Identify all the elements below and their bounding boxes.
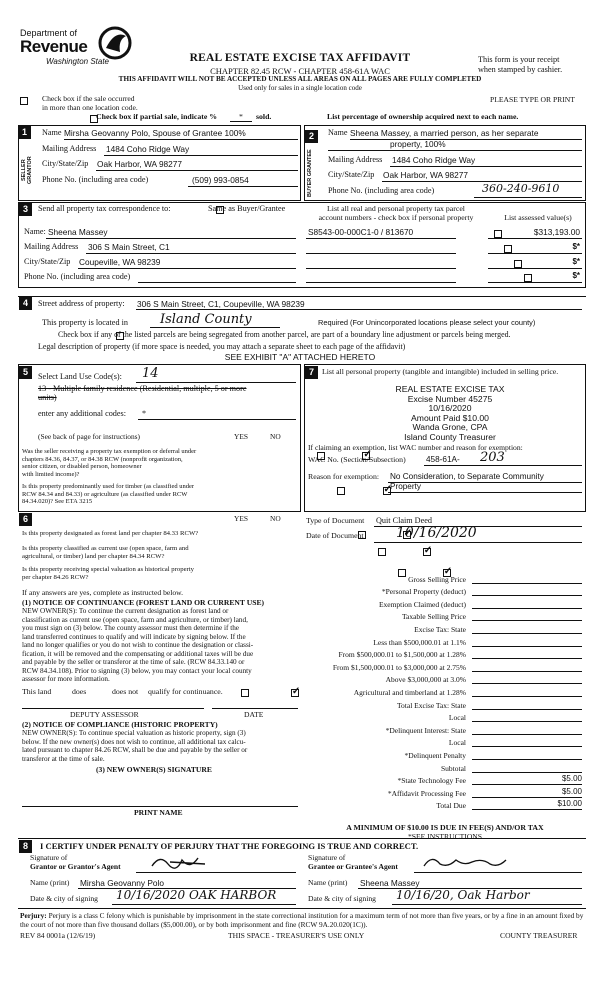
calc-row: [300, 735, 584, 748]
excise-tax-stamp: [360, 385, 540, 443]
seller-city-label: City/State/Zip: [42, 159, 89, 168]
grantee-date-city[interactable]: 10/16/20, Oak Harbor: [396, 888, 530, 902]
please-type-label: PLEASE TYPE OR PRINT: [490, 95, 575, 104]
seller-exemption-question: Was the seller receiving a property tax exemption or deferral under chapters 84.36, 84.37, or 84.38 RCW (nonprofit organization, senior citizen, or disabled person, homeowner with limited income)?: [22, 448, 197, 478]
calc-row: [300, 798, 584, 811]
corr-phone-label: Phone No. (including area code): [24, 272, 131, 281]
deputy-date-label: DATE: [244, 710, 264, 719]
seller-name-label: Name: [42, 128, 62, 137]
notice-continuance-line: NEW OWNER(S): To continue the current designation as forest land or: [22, 607, 229, 615]
buyer-name-line1[interactable]: Sheena Massey, a married person, as her separate: [350, 128, 539, 138]
buyer-phone[interactable]: 360-240-9610: [482, 182, 560, 195]
form-number: REV 84 0001a (12/6/19): [20, 931, 96, 940]
calc-label: Gross Selling Price: [408, 574, 466, 584]
calc-value[interactable]: [472, 661, 582, 672]
sec5-no-header: NO: [270, 432, 281, 441]
calc-label: From $500,000.01 to $1,500,000 at 1.28%: [338, 650, 466, 660]
grantor-name-label: Name (print): [30, 878, 70, 887]
land-use-struck-line1: 13 - Multiple family residence (Residential, multiple, 5 or more: [38, 384, 247, 393]
calc-row: [300, 773, 584, 786]
see-back-label: (See back of page for instructions): [38, 432, 140, 441]
perjury-statement: Perjury: Perjury is a class C felony which is punishable by imprisonment in the state correctional institution for a maximum term of not more than five years, or by a fine in an amount fixed by the court of not more than five thousand dollars ($5,000.00), or by both imprisonment and fine (RCW 9A.20.020(1C)).: [20, 911, 584, 930]
seller-phone-label: Phone No. (including area code): [42, 175, 149, 184]
partial-sale-percent[interactable]: *: [230, 112, 252, 122]
corr-city[interactable]: Coupeville, WA 98239: [79, 257, 161, 267]
stamp-line: Amount Paid $10.00: [411, 412, 489, 423]
notice-continuance-line: RCW 84.34.108). Prior to signing (3) below, you may contact your local county: [22, 666, 252, 675]
calc-row: [300, 697, 584, 710]
county-treasurer-label: COUNTY TREASURER: [500, 931, 578, 940]
buyer-address-label: Mailing Address: [328, 155, 383, 164]
calc-row: [300, 659, 584, 672]
calc-value[interactable]: $5.00: [472, 774, 582, 785]
buyer-phone-label: Phone No. (including area code): [328, 186, 435, 195]
land-use-struck-line2: units): [38, 393, 57, 402]
section-4-badge: 4: [19, 297, 32, 310]
located-in-label: This property is located in: [42, 318, 128, 327]
buyer-name-label: Name: [328, 128, 348, 137]
calc-label: Exemption Claimed (deduct): [378, 599, 466, 609]
notice-compliance-line: lated pursuant to chapter 84.26 RCW, shall be due and payable by the seller or: [22, 746, 248, 754]
stamp-line: Island County Treasurer: [404, 431, 496, 442]
calc-label: *State Technology Fee: [397, 776, 466, 786]
grantee-print-name[interactable]: Sheena Massey: [360, 878, 420, 888]
current-use-question: Is this property classified as current use (open space, farm and agricultural, or timber) land per chapter 84.34 RCW?: [22, 545, 189, 560]
revenue-logo-text: Revenue: [20, 37, 88, 56]
seller-city[interactable]: Oak Harbor, WA 98277: [97, 159, 183, 169]
calc-row: [300, 584, 584, 597]
parcel-number[interactable]: S8543-00-000C1-0 / 813670: [308, 227, 414, 237]
send-correspondence-label: Send all property tax correspondence to:: [38, 204, 171, 213]
dept-label: Department of: [20, 28, 78, 38]
sold-label: sold.: [256, 112, 272, 121]
legal-description-label: Legal description of property (if more space is needed, you may attach a separate sheet to each page of the affidavit): [38, 342, 406, 351]
calc-value[interactable]: [472, 686, 582, 697]
ownership-label: List percentage of ownership acquired next to each name.: [327, 112, 519, 121]
notice-compliance-line: transferor at the time of sale.: [22, 754, 105, 763]
calc-row: [300, 684, 584, 697]
document-type[interactable]: Quit Claim Deed: [376, 516, 432, 525]
current-use-no[interactable]: [423, 548, 431, 556]
deputy-assessor-label: DEPUTY ASSESSOR: [70, 710, 139, 719]
calc-value[interactable]: [472, 711, 582, 722]
doc-type-label: Type of Document: [306, 516, 365, 525]
notice-compliance-line: NEW OWNER(S): To continue special valuation as historic property, sign (3): [22, 729, 246, 737]
calc-value[interactable]: [472, 673, 582, 684]
calc-label: *Delinquent Penalty: [404, 750, 466, 760]
claiming-exemption-label: If claiming an exemption, list WAC number and reason for exemption:: [308, 443, 523, 452]
form-title: REAL ESTATE EXCISE TAX AFFIDAVIT: [189, 52, 411, 64]
sec6-no-header: NO: [270, 514, 281, 523]
seller-address[interactable]: 1484 Coho Ridge Way: [106, 144, 190, 154]
multi-location-checkbox[interactable]: [20, 97, 28, 105]
assessed-value-4[interactable]: $*: [572, 271, 580, 280]
calc-value[interactable]: [472, 598, 582, 609]
notice-compliance-text: [22, 729, 302, 763]
grantor-print-name[interactable]: Mirsha Geovanny Polo: [80, 878, 164, 888]
buyer-name-line2[interactable]: property, 100%: [390, 139, 446, 149]
grantor-date-city[interactable]: 10/16/2020 OAK HARBOR: [116, 888, 277, 902]
wac-label: WAC No. (Section/Subsection): [308, 455, 406, 464]
certify-label: I CERTIFY UNDER PENALTY OF PERJURY THAT THE FOREGOING IS TRUE AND CORRECT.: [40, 841, 419, 851]
corr-name-label: Name:: [24, 227, 46, 236]
corr-name[interactable]: Sheena Massey: [48, 227, 108, 237]
buyer-city[interactable]: Oak Harbor, WA 98277: [383, 170, 469, 180]
seller-address-label: Mailing Address: [42, 144, 97, 153]
calc-label: Subtotal: [440, 763, 466, 773]
state-label: Washington State: [46, 57, 110, 66]
grantor-signature-label-top: Signature of: [30, 853, 68, 862]
calc-row: [300, 747, 584, 760]
buyer-city-label: City/State/Zip: [328, 170, 375, 179]
assessed-header: List assessed value(s): [504, 213, 572, 222]
calc-value[interactable]: [472, 749, 582, 760]
same-as-buyer-label: Same as Buyer/Grantee: [208, 204, 286, 213]
notice-continuance-line: land no longer qualifies or you do not wish to continue the designation or classi-: [22, 641, 254, 649]
calc-label: Local: [448, 713, 466, 723]
assessed-value-3[interactable]: $*: [572, 257, 580, 266]
new-owner-signature-label: (3) NEW OWNER(S) SIGNATURE: [96, 765, 212, 774]
notice-continuance-text: [22, 607, 302, 684]
multi-location-label1: Check box if the sale occurred: [42, 94, 135, 103]
sec6-yes-header: YES: [234, 514, 248, 523]
calc-label: Agricultural and timberland at 1.28%: [353, 687, 466, 697]
grantor-date-label: Date & city of signing: [30, 894, 98, 903]
receipt-line2: when stamped by cashier.: [478, 65, 563, 74]
property-street-address[interactable]: 306 S Main Street, C1, Coupeville, WA 98239: [137, 299, 305, 309]
multi-location-label2: in more than one location code.: [42, 103, 138, 112]
calc-row: [300, 760, 584, 773]
calc-row: [300, 621, 584, 634]
corr-city-label: City/State/Zip: [24, 257, 71, 266]
notice-continuance-line: you must sign on (3) below. The county assessor must then determine if the: [22, 624, 239, 632]
calc-label: Total Excise Tax: State: [396, 700, 466, 710]
notice-continuance-line: land transferred continues to qualify and will indicate by signing below. If the: [22, 632, 246, 641]
calc-value[interactable]: $5.00: [472, 787, 582, 798]
calc-label: *Affidavit Processing Fee: [387, 788, 466, 798]
grantee-name-label: Name (print): [308, 878, 348, 887]
notice-continuance-line: and payable by the seller or transferor at the time of sale. (RCW 84.33.140 or: [22, 658, 245, 666]
document-date[interactable]: 10/16/2020: [396, 525, 477, 541]
qualify-label: qualify for continuance.: [148, 687, 223, 696]
doc-date-label: Date of Document: [306, 531, 364, 540]
this-land-label: This land: [22, 687, 52, 696]
land-use-code[interactable]: 14: [142, 366, 159, 381]
calc-value[interactable]: [472, 610, 582, 621]
calc-value[interactable]: $10.00: [472, 799, 582, 810]
county-value[interactable]: Island County: [160, 312, 252, 327]
calc-label: Local: [448, 738, 466, 748]
grantee-date-label: Date & city of signing: [308, 894, 376, 903]
calc-value[interactable]: [472, 585, 582, 596]
used-only-label: Used only for sales in a single location code: [238, 84, 362, 92]
section-1-badge: 1: [18, 126, 31, 139]
calc-label: Total Due: [436, 801, 466, 811]
calc-row: [300, 609, 584, 622]
personal-property-label: List all personal property (tangible and intangible) included in selling price.: [322, 367, 559, 376]
calc-value[interactable]: [472, 699, 582, 710]
calc-value[interactable]: [472, 736, 582, 747]
stamp-line: Wanda Grone, CPA: [412, 422, 488, 433]
grantee-signature-label-top: Signature of: [308, 853, 346, 862]
see-instructions-label: *SEE INSTRUCTIONS: [407, 832, 483, 841]
corr-address[interactable]: 306 S Main Street, C1: [88, 242, 170, 252]
section-5-badge: 5: [19, 366, 32, 379]
seller-name[interactable]: Mirsha Geovanny Polo, Spouse of Grantee 100%: [64, 128, 246, 138]
land-use-label: Select Land Use Code(s):: [38, 372, 122, 381]
forest-land-question: Is this property designated as forest land per chapter 84.33 RCW?: [22, 530, 199, 537]
exemption-reason-line1[interactable]: No Consideration, to Separate Community: [390, 472, 544, 481]
calc-row: [300, 672, 584, 685]
current-use-yes[interactable]: [378, 548, 386, 556]
chapter-label: CHAPTER 82.45 RCW - CHAPTER 458-61A WAC: [210, 66, 390, 76]
street-address-label: Street address of property:: [38, 299, 125, 308]
grantee-signature[interactable]: [420, 852, 510, 872]
seller-grantor-label: SELLER GRANTOR: [21, 156, 33, 184]
historic-question: Is this property receiving special valuation as historical property per chapter 84.26 RCW?: [22, 566, 194, 581]
county-required-note: Required (For Unincorporated locations please select your county): [318, 318, 536, 327]
calc-value[interactable]: [472, 573, 582, 584]
wac-number[interactable]: 203: [480, 450, 505, 465]
calc-value[interactable]: [472, 623, 582, 634]
tax-calculation-table: [300, 571, 584, 810]
calc-value[interactable]: [472, 648, 582, 659]
section-6-badge: 6: [19, 513, 32, 526]
does-not-label: does not: [112, 687, 139, 696]
notice-compliance-title: (2) NOTICE OF COMPLIANCE (HISTORIC PROPERTY): [22, 720, 218, 729]
buyer-grantee-label: BUYER GRANTEE: [307, 149, 313, 197]
calc-row: [300, 571, 584, 584]
parcel-header1: List all real and personal property tax parcel: [327, 204, 465, 213]
section-7-badge: 7: [305, 366, 318, 379]
calc-value[interactable]: [472, 724, 582, 735]
calc-value[interactable]: [472, 762, 582, 773]
notice-compliance-line: below. If the new owner(s) does not wish to continue, all additional tax calcu-: [22, 737, 246, 746]
calc-row: [300, 647, 584, 660]
grantee-signature-label: Grantee or Grantee's Agent: [308, 862, 398, 871]
does-label: does: [72, 687, 87, 696]
buyer-address[interactable]: 1484 Coho Ridge Way: [392, 155, 476, 165]
notice-continuance-line: classification as current use (open space, farm and agriculture, or timber) land,: [22, 615, 248, 624]
revenue-logo-icon: [98, 26, 132, 60]
assessed-value-2[interactable]: $*: [572, 242, 580, 251]
seller-phone[interactable]: (509) 993-0854: [192, 175, 249, 185]
calc-label: *Personal Property (deduct): [381, 587, 466, 597]
stamp-line: 10/16/2020: [428, 403, 472, 414]
notice-continuance-line: fication, it will be removed and the compensating or additional taxes will be due: [22, 649, 254, 658]
section-3-badge: 3: [19, 203, 32, 216]
grantor-signature-label: Grantor or Grantor's Agent: [30, 862, 121, 871]
stamp-line: REAL ESTATE EXCISE TAX: [395, 384, 505, 394]
calc-row: [300, 722, 584, 735]
reason-label: Reason for exemption:: [308, 472, 380, 481]
calc-label: Above $3,000,000 at 3.0%: [385, 675, 466, 685]
sec5-yes-header: YES: [234, 432, 248, 441]
section-8-badge: 8: [19, 840, 32, 853]
wac-prefix: 458-61A-: [426, 455, 460, 464]
grantor-signature[interactable]: [150, 852, 210, 872]
notice-continuance-title: (1) NOTICE OF CONTINUANCE (FOREST LAND OR CURRENT USE): [22, 598, 265, 607]
stamp-line: Excise Number 45275: [407, 393, 493, 404]
treasurer-use-label: THIS SPACE - TREASURER'S USE ONLY: [228, 931, 365, 940]
calc-row: [300, 710, 584, 723]
calc-row: [300, 785, 584, 798]
calc-label: From $1,500,000.01 to $3,000,000 at 2.75%: [332, 662, 466, 672]
calc-row: [300, 634, 584, 647]
calc-label: Excise Tax: State: [414, 624, 466, 634]
notice-continuance-line: assessor for more information.: [22, 675, 110, 683]
legal-description[interactable]: SEE EXHIBIT "A" ATTACHED HERETO: [224, 352, 376, 362]
does-qualify-checkbox[interactable]: [241, 689, 249, 697]
any-yes-note: If any answers are yes, complete as instructed below.: [22, 588, 184, 597]
additional-codes-label: enter any additional codes:: [38, 409, 126, 418]
calc-label: Taxable Selling Price: [401, 612, 466, 622]
timber-question: Is this property predominantly used for timber (as classified under RCW 84.34 and 84.33) or agriculture (as classified under RCW 84.34.020)? See ETA 3215: [22, 483, 195, 506]
calc-label: *Delinquent Interest: State: [385, 725, 466, 735]
print-name-label: PRINT NAME: [134, 808, 183, 817]
parcel-header2: account numbers - check box if personal property: [318, 213, 474, 222]
additional-codes-value[interactable]: *: [142, 409, 147, 418]
calc-row: [300, 596, 584, 609]
does-not-qualify-checkbox[interactable]: [291, 689, 299, 697]
receipt-line1: This form is your receipt: [478, 55, 560, 64]
calc-value[interactable]: [472, 636, 582, 647]
exemption-reason-line2[interactable]: Property: [390, 482, 421, 491]
minimum-fee-label: A MINIMUM OF $10.00 IS DUE IN FEE(S) AND/OR TAX: [346, 823, 544, 832]
segregated-label: Check box if any of the listed parcels are being segregated from another parcel, are part of a boundary line adjustment or parcels being merged.: [58, 330, 511, 339]
corr-address-label: Mailing Address: [24, 242, 79, 251]
assessed-value[interactable]: $313,193.00: [533, 227, 580, 237]
partial-sale-label: Check box if partial sale, indicate %: [96, 112, 218, 121]
section-2-badge: 2: [305, 130, 318, 143]
calc-label: Less than $500,000.01 at 1.1%: [373, 637, 466, 647]
warning-label: THIS AFFIDAVIT WILL NOT BE ACCEPTED UNLESS ALL AREAS ON ALL PAGES ARE FULLY COMPLETED: [118, 75, 482, 83]
